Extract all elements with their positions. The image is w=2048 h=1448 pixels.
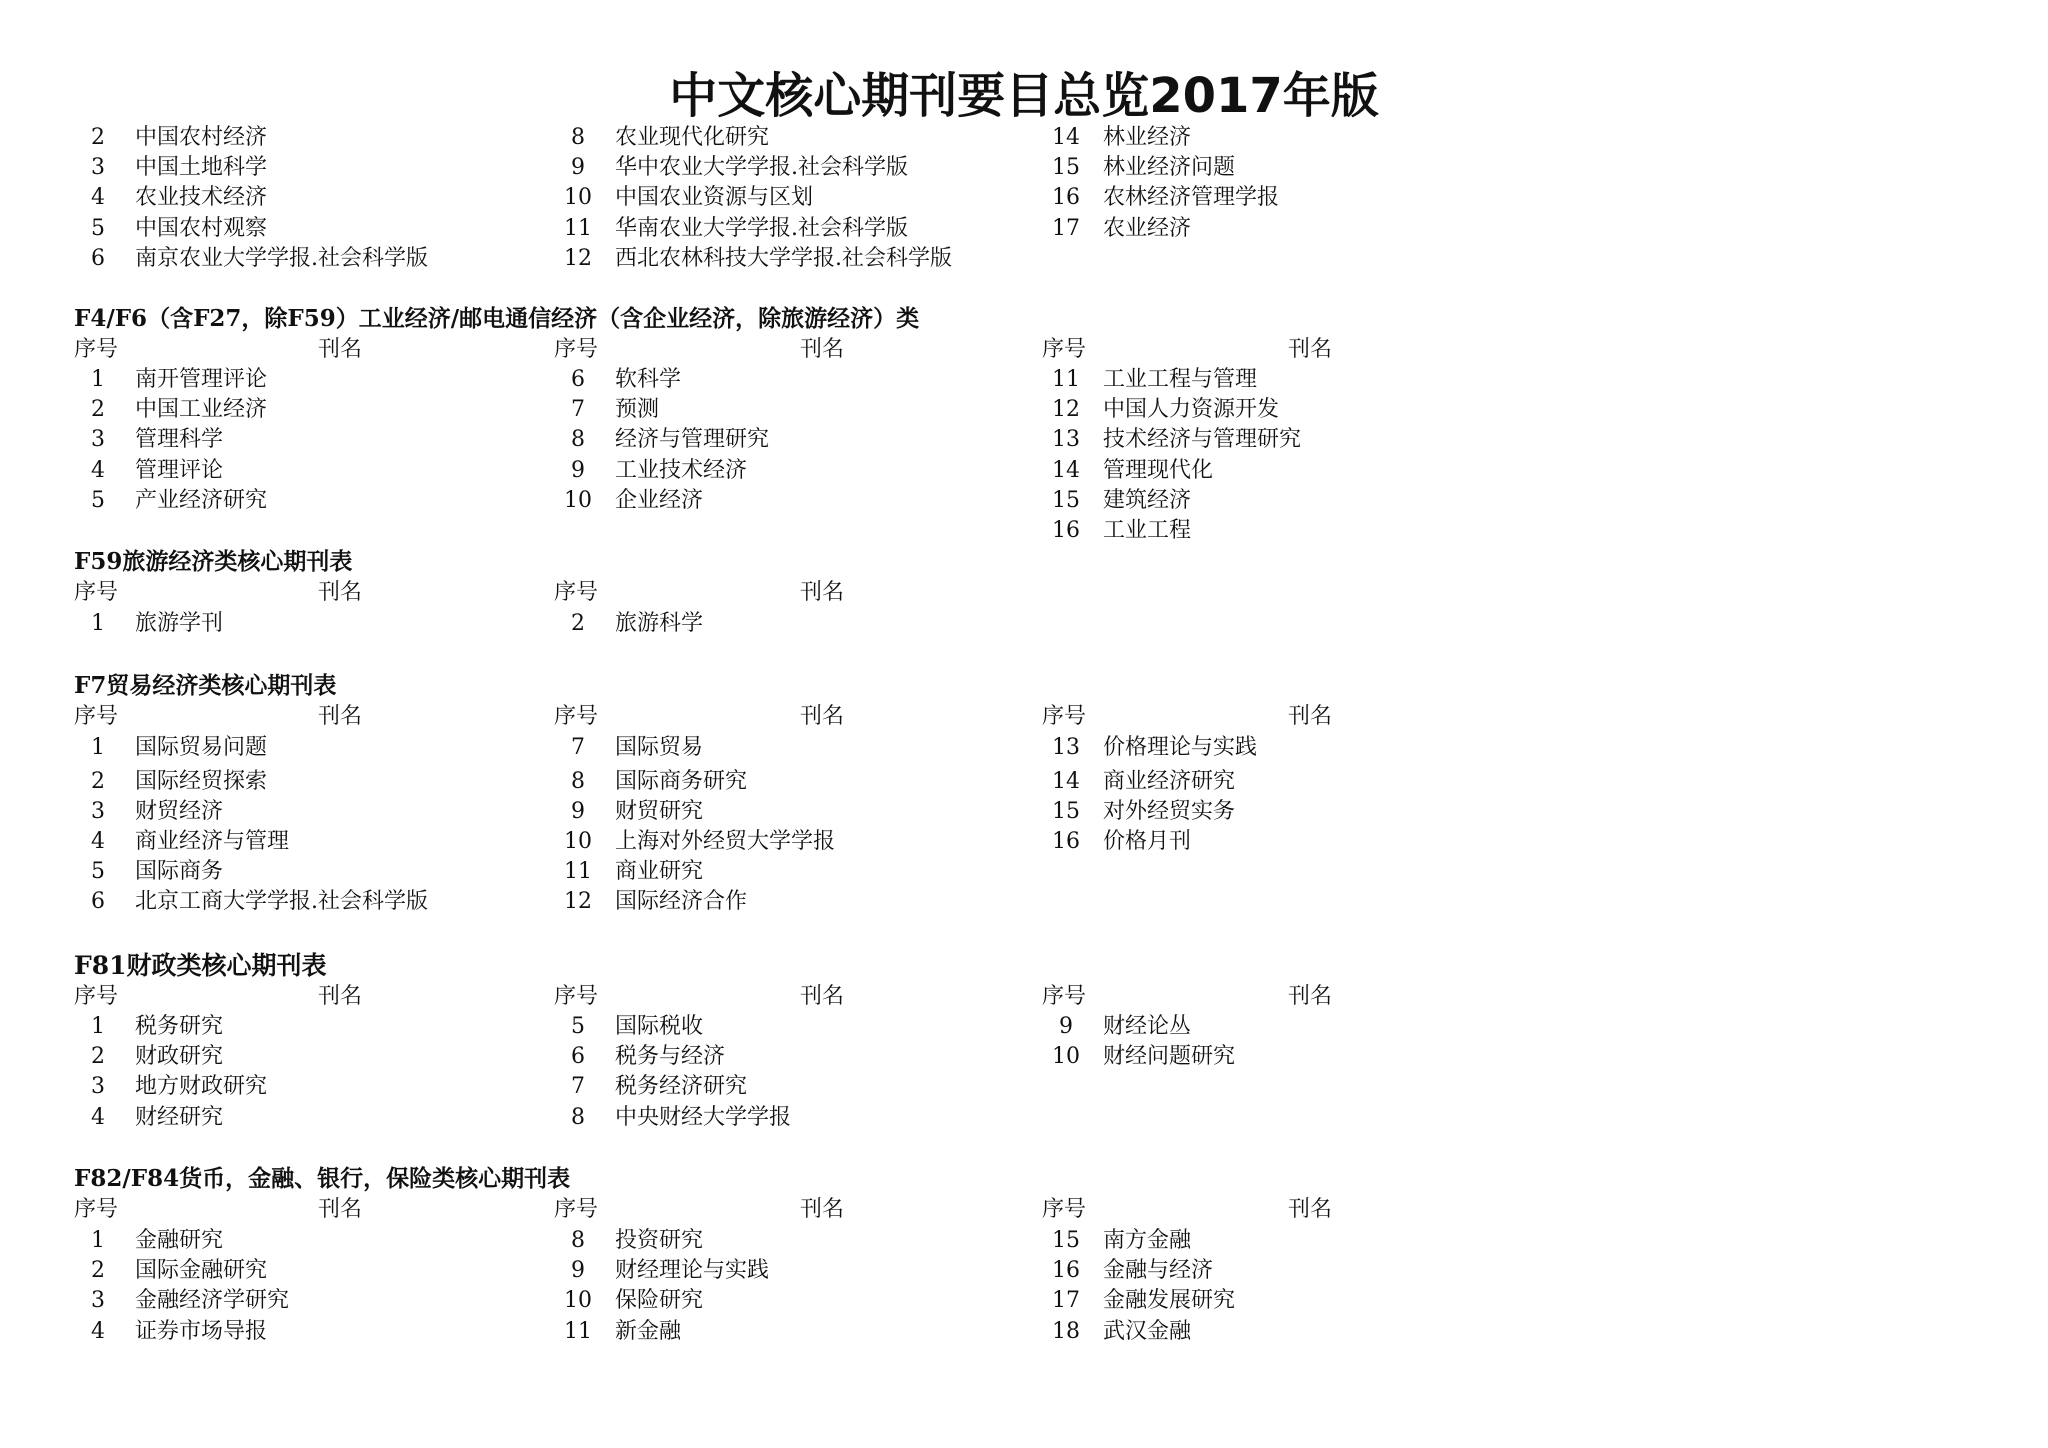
entry-number: 15 bbox=[1052, 487, 1080, 513]
entry-journal-name: 中国土地科学 bbox=[135, 155, 268, 181]
entry-journal-name: 旅游科学 bbox=[615, 611, 704, 636]
entry-number: 10 bbox=[564, 1288, 592, 1314]
entry-number: 11 bbox=[564, 215, 592, 241]
entry-journal-name: 农业经济 bbox=[1103, 215, 1192, 241]
entry-number: 3 bbox=[91, 1074, 105, 1100]
column-header-name: 刊名 bbox=[800, 580, 845, 605]
column-header-name: 刊名 bbox=[1288, 704, 1333, 729]
entry-journal-name: 税务与经济 bbox=[615, 1044, 726, 1070]
entry-number: 16 bbox=[1052, 185, 1080, 211]
entry-number: 2 bbox=[571, 611, 585, 636]
entry-number: 8 bbox=[571, 1228, 585, 1253]
entry-journal-name: 建筑经济 bbox=[1103, 487, 1192, 513]
entry-number: 3 bbox=[91, 155, 105, 181]
entry-number: 9 bbox=[571, 155, 585, 181]
entry-number: 3 bbox=[91, 799, 105, 824]
entry-journal-name: 经济与管理研究 bbox=[615, 427, 770, 453]
entry-journal-name: 国际金融研究 bbox=[135, 1258, 268, 1284]
entry-number: 5 bbox=[91, 487, 105, 513]
entry-journal-name: 财贸经济 bbox=[135, 799, 224, 824]
entry-journal-name: 价格理论与实践 bbox=[1103, 735, 1258, 760]
entry-journal-name: 预测 bbox=[615, 397, 660, 423]
entry-number: 7 bbox=[571, 735, 585, 760]
entry-journal-name: 财经问题研究 bbox=[1103, 1044, 1236, 1070]
column-header-seq: 序号 bbox=[554, 704, 599, 729]
column-header-name: 刊名 bbox=[318, 580, 363, 605]
entry-journal-name: 上海对外经贸大学学报 bbox=[615, 829, 836, 854]
entry-number: 9 bbox=[1059, 1014, 1073, 1039]
entry-number: 16 bbox=[1052, 1258, 1080, 1284]
entry-journal-name: 投资研究 bbox=[615, 1228, 704, 1253]
entry-number: 10 bbox=[564, 185, 592, 211]
entry-number: 6 bbox=[571, 367, 585, 392]
entry-journal-name: 金融研究 bbox=[135, 1228, 224, 1253]
entry-journal-name: 中央财经大学学报 bbox=[615, 1104, 792, 1130]
entry-journal-name: 国际经济合作 bbox=[615, 889, 748, 914]
entry-number: 4 bbox=[91, 185, 105, 211]
entry-journal-name: 中国农村观察 bbox=[135, 215, 268, 241]
entry-journal-name: 金融经济学研究 bbox=[135, 1288, 290, 1314]
section-title: F81财政类核心期刊表 bbox=[74, 951, 327, 980]
entry-number: 16 bbox=[1052, 829, 1080, 854]
entry-journal-name: 工业工程 bbox=[1103, 518, 1192, 543]
entry-journal-name: 国际贸易 bbox=[615, 735, 704, 760]
entry-journal-name: 价格月刊 bbox=[1103, 829, 1192, 854]
entry-journal-name: 武汉金融 bbox=[1103, 1318, 1192, 1344]
entry-journal-name: 财经研究 bbox=[135, 1104, 224, 1130]
column-header-seq: 序号 bbox=[74, 337, 119, 362]
entry-journal-name: 南方金融 bbox=[1103, 1228, 1192, 1253]
entry-number: 1 bbox=[91, 735, 105, 760]
column-header-name: 刊名 bbox=[1288, 337, 1333, 362]
entry-journal-name: 中国农村经济 bbox=[135, 125, 268, 150]
entry-number: 9 bbox=[571, 1258, 585, 1284]
entry-number: 15 bbox=[1052, 1228, 1080, 1253]
entry-number: 13 bbox=[1052, 427, 1080, 453]
entry-journal-name: 西北农林科技大学学报.社会科学版 bbox=[615, 245, 952, 271]
entry-number: 14 bbox=[1052, 769, 1080, 794]
entry-journal-name: 工业工程与管理 bbox=[1103, 367, 1258, 392]
entry-number: 18 bbox=[1052, 1318, 1080, 1344]
entry-journal-name: 技术经济与管理研究 bbox=[1103, 427, 1302, 453]
entry-number: 3 bbox=[91, 427, 105, 453]
entry-number: 7 bbox=[571, 1074, 585, 1100]
column-header-seq: 序号 bbox=[554, 1197, 599, 1222]
entry-number: 11 bbox=[1052, 367, 1080, 392]
entry-number: 1 bbox=[91, 1014, 105, 1039]
entry-journal-name: 国际经贸探索 bbox=[135, 769, 268, 794]
entry-number: 1 bbox=[91, 367, 105, 392]
entry-journal-name: 商业研究 bbox=[615, 859, 704, 884]
entry-number: 14 bbox=[1052, 457, 1080, 483]
entry-number: 16 bbox=[1052, 518, 1080, 543]
column-header-name: 刊名 bbox=[800, 704, 845, 729]
column-header-seq: 序号 bbox=[554, 984, 599, 1009]
entry-number: 11 bbox=[564, 1318, 592, 1344]
entry-journal-name: 林业经济 bbox=[1103, 125, 1192, 150]
entry-number: 4 bbox=[91, 1318, 105, 1344]
section-title: F82/F84货币，金融、银行，保险类核心期刊表 bbox=[74, 1165, 571, 1192]
entry-journal-name: 南开管理评论 bbox=[135, 367, 268, 392]
entry-number: 17 bbox=[1052, 1288, 1080, 1314]
entry-journal-name: 地方财政研究 bbox=[135, 1074, 268, 1100]
entry-number: 5 bbox=[91, 215, 105, 241]
entry-number: 8 bbox=[571, 125, 585, 150]
entry-journal-name: 企业经济 bbox=[615, 487, 704, 513]
column-header-seq: 序号 bbox=[74, 704, 119, 729]
entry-number: 2 bbox=[91, 769, 105, 794]
entry-journal-name: 财贸研究 bbox=[615, 799, 704, 824]
column-header-seq: 序号 bbox=[1042, 1197, 1087, 1222]
column-header-name: 刊名 bbox=[1288, 1197, 1333, 1222]
entry-number: 8 bbox=[571, 769, 585, 794]
entry-number: 15 bbox=[1052, 799, 1080, 824]
entry-number: 9 bbox=[571, 799, 585, 824]
entry-journal-name: 南京农业大学学报.社会科学版 bbox=[135, 245, 428, 271]
entry-journal-name: 中国人力资源开发 bbox=[1103, 397, 1280, 423]
entry-journal-name: 金融与经济 bbox=[1103, 1258, 1214, 1284]
column-header-name: 刊名 bbox=[1288, 984, 1333, 1009]
column-header-name: 刊名 bbox=[318, 1197, 363, 1222]
section-title: F59旅游经济类核心期刊表 bbox=[74, 548, 353, 575]
entry-journal-name: 对外经贸实务 bbox=[1103, 799, 1236, 824]
entry-journal-name: 农林经济管理学报 bbox=[1103, 185, 1280, 211]
entry-journal-name: 商业经济与管理 bbox=[135, 829, 290, 854]
entry-journal-name: 中国工业经济 bbox=[135, 397, 268, 423]
entry-journal-name: 软科学 bbox=[615, 367, 682, 392]
entry-journal-name: 管理现代化 bbox=[1103, 457, 1214, 483]
entry-journal-name: 北京工商大学学报.社会科学版 bbox=[135, 889, 428, 914]
entry-journal-name: 国际贸易问题 bbox=[135, 735, 268, 760]
entry-journal-name: 华南农业大学学报.社会科学版 bbox=[615, 215, 908, 241]
entry-journal-name: 林业经济问题 bbox=[1103, 155, 1236, 181]
entry-number: 17 bbox=[1052, 215, 1080, 241]
entry-journal-name: 国际商务 bbox=[135, 859, 224, 884]
entry-number: 1 bbox=[91, 1228, 105, 1253]
section-title: F7贸易经济类核心期刊表 bbox=[74, 672, 337, 699]
entry-journal-name: 商业经济研究 bbox=[1103, 769, 1236, 794]
column-header-seq: 序号 bbox=[1042, 984, 1087, 1009]
entry-number: 2 bbox=[91, 1258, 105, 1284]
entry-number: 8 bbox=[571, 1104, 585, 1130]
column-header-name: 刊名 bbox=[318, 704, 363, 729]
entry-number: 5 bbox=[91, 859, 105, 884]
entry-journal-name: 财政研究 bbox=[135, 1044, 224, 1070]
entry-number: 4 bbox=[91, 457, 105, 483]
entry-number: 9 bbox=[571, 457, 585, 483]
page-title: 中文核心期刊要目总览2017年版 bbox=[669, 68, 1379, 124]
entry-number: 6 bbox=[91, 889, 105, 914]
entry-number: 4 bbox=[91, 829, 105, 854]
entry-journal-name: 中国农业资源与区划 bbox=[615, 185, 814, 211]
entry-number: 13 bbox=[1052, 735, 1080, 760]
entry-journal-name: 金融发展研究 bbox=[1103, 1288, 1236, 1314]
entry-number: 3 bbox=[91, 1288, 105, 1314]
entry-journal-name: 财经理论与实践 bbox=[615, 1258, 770, 1284]
entry-journal-name: 国际税收 bbox=[615, 1014, 704, 1039]
column-header-name: 刊名 bbox=[318, 337, 363, 362]
entry-journal-name: 工业技术经济 bbox=[615, 457, 748, 483]
entry-number: 12 bbox=[564, 889, 592, 914]
entry-journal-name: 保险研究 bbox=[615, 1288, 704, 1314]
column-header-seq: 序号 bbox=[1042, 704, 1087, 729]
entry-journal-name: 农业现代化研究 bbox=[615, 125, 770, 150]
entry-journal-name: 农业技术经济 bbox=[135, 185, 268, 211]
column-header-name: 刊名 bbox=[800, 1197, 845, 1222]
entry-journal-name: 国际商务研究 bbox=[615, 769, 748, 794]
column-header-name: 刊名 bbox=[318, 984, 363, 1009]
entry-journal-name: 税务研究 bbox=[135, 1014, 224, 1039]
entry-number: 5 bbox=[571, 1014, 585, 1039]
entry-journal-name: 产业经济研究 bbox=[135, 487, 268, 513]
entry-journal-name: 财经论丛 bbox=[1103, 1014, 1192, 1039]
section-title: F4/F6（含F27，除F59）工业经济/邮电通信经济（含企业经济，除旅游经济）类 bbox=[74, 305, 920, 332]
column-header-seq: 序号 bbox=[554, 580, 599, 605]
column-header-seq: 序号 bbox=[1042, 337, 1087, 362]
entry-number: 10 bbox=[1052, 1044, 1080, 1070]
entry-number: 12 bbox=[1052, 397, 1080, 423]
entry-number: 15 bbox=[1052, 155, 1080, 181]
entry-journal-name: 管理评论 bbox=[135, 457, 224, 483]
entry-number: 14 bbox=[1052, 125, 1080, 150]
entry-number: 12 bbox=[564, 245, 592, 271]
entry-journal-name: 证券市场导报 bbox=[135, 1318, 268, 1344]
entry-number: 10 bbox=[564, 829, 592, 854]
entry-journal-name: 华中农业大学学报.社会科学版 bbox=[615, 155, 908, 181]
column-header-name: 刊名 bbox=[800, 337, 845, 362]
entry-journal-name: 新金融 bbox=[615, 1318, 682, 1344]
column-header-name: 刊名 bbox=[800, 984, 845, 1009]
column-header-seq: 序号 bbox=[74, 984, 119, 1009]
entry-number: 10 bbox=[564, 487, 592, 513]
entry-number: 8 bbox=[571, 427, 585, 453]
entry-number: 6 bbox=[91, 245, 105, 271]
entry-number: 11 bbox=[564, 859, 592, 884]
entry-journal-name: 税务经济研究 bbox=[615, 1074, 748, 1100]
entry-number: 7 bbox=[571, 397, 585, 423]
entry-journal-name: 旅游学刊 bbox=[135, 611, 224, 636]
entry-number: 2 bbox=[91, 1044, 105, 1070]
entry-number: 6 bbox=[571, 1044, 585, 1070]
entry-number: 2 bbox=[91, 397, 105, 423]
column-header-seq: 序号 bbox=[74, 1197, 119, 1222]
entry-number: 1 bbox=[91, 611, 105, 636]
column-header-seq: 序号 bbox=[74, 580, 119, 605]
entry-number: 4 bbox=[91, 1104, 105, 1130]
column-header-seq: 序号 bbox=[554, 337, 599, 362]
entry-number: 2 bbox=[91, 125, 105, 150]
entry-journal-name: 管理科学 bbox=[135, 427, 224, 453]
